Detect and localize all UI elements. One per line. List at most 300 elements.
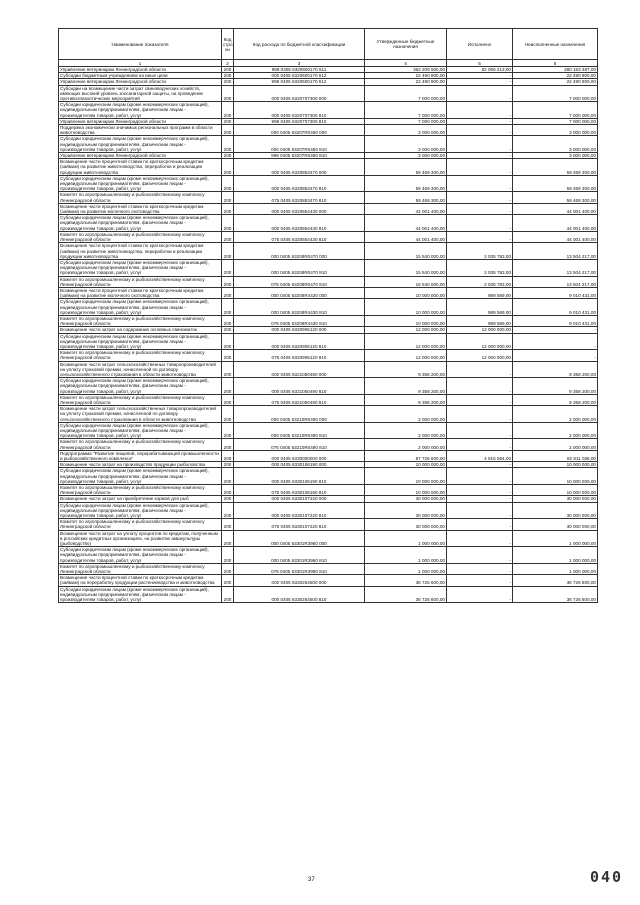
cell-line-code: 200 (222, 530, 234, 547)
table-row (59, 468, 598, 485)
cell-name: Комитет по агропромышленному и рыбохозяйственному комплексу Ленинградской области (59, 231, 222, 242)
cell-line-code: 200 (222, 361, 234, 378)
cell-name: Возмещение части затрат на уплату процентов по кредитам, полученным в российских кредитных организациях, на развитие аквакультуры (рыбоводство) (59, 530, 222, 547)
cell-budget-code: 000 0405 63207R0460 810 (234, 136, 365, 153)
cell-budget-code: 000 0405 6330106190 000 (234, 462, 365, 468)
cell-executed: - (447, 215, 513, 232)
cell-name: Комитет по агропромышленному и рыбохозяйственному комплексу Ленинградской области (59, 563, 222, 574)
cell-approved: 15 540 000,00 (365, 243, 447, 260)
col-number: 3 (234, 60, 365, 67)
table-row (59, 243, 598, 260)
table-row (59, 299, 598, 316)
cell-budget-code: 075 0405 6320854430 810 (234, 231, 365, 242)
cell-unexecuted: 22 490 900,00 (513, 73, 598, 79)
cell-unexecuted: 7 000 000,00 (513, 118, 598, 124)
cell-line-code: 200 (222, 406, 234, 423)
cell-name: Субсидии бюджетным учреждениям на иные цели (59, 73, 222, 79)
cell-approved: 22 490 900,00 (365, 73, 447, 79)
cell-budget-code: 998 0405 6320707300 810 (234, 118, 365, 124)
cell-budget-code: 000 0405 6320600170 612 (234, 73, 365, 79)
cell-executed: - (447, 519, 513, 530)
col-number: 6 (513, 60, 598, 67)
cell-line-code: 200 (222, 496, 234, 502)
cell-approved: 44 001 400,00 (365, 203, 447, 214)
cell-line-code: 200 (222, 203, 234, 214)
table-row (59, 231, 598, 242)
cell-budget-code: 998 0405 6320600170 611 (234, 67, 365, 73)
cell-unexecuted: 1 000 000,00 (513, 547, 598, 564)
cell-executed: - (447, 439, 513, 450)
cell-approved: 36 726 600,00 (365, 575, 447, 586)
cell-unexecuted: 30 000 000,00 (513, 502, 598, 519)
cell-name: Возмещение части затрат сельскохозяйственных товаропроизводителей на уплату страховой премии, начисленной по договору сельскохозяйственного страхования в области животноводства (59, 361, 222, 378)
cell-executed: - (447, 563, 513, 574)
cell-unexecuted: 10 000 000,00 (513, 462, 598, 468)
table-row (59, 361, 598, 378)
cell-approved: 9 358 200,00 (365, 361, 447, 378)
table-row (59, 175, 598, 192)
cell-line-code: 200 (222, 575, 234, 586)
cell-executed: - (447, 378, 513, 395)
cell-line-code: 200 (222, 153, 234, 159)
cell-budget-code: 075 0405 6330107220 810 (234, 519, 365, 530)
cell-budget-code: 000 0405 6330254500 000 (234, 575, 365, 586)
cell-name: Поддержка экономически значимых региональных программ в области животноводства (59, 125, 222, 136)
cell-name: Комитет по агропромышленному и рыбохозяйственному комплексу Ленинградской области (59, 315, 222, 326)
cell-approved: 3 000 000,00 (365, 136, 447, 153)
cell-approved: 1 000 000,00 (365, 547, 447, 564)
cell-executed: - (447, 485, 513, 496)
cell-name: Субсидии юридическим лицам (кроме некоммерческих организаций), индивидуальным предпринимателям, физическим лицам - производителям товаров, работ, услуг (59, 102, 222, 119)
cell-line-code: 200 (222, 243, 234, 260)
cell-unexecuted: 3 000 000,00 (513, 136, 598, 153)
cell-line-code: 200 (222, 333, 234, 350)
cell-executed: - (447, 79, 513, 85)
cell-unexecuted: 44 001 400,00 (513, 231, 598, 242)
cell-executed: 2 035 783,00 (447, 276, 513, 287)
cell-approved: 3 000 000,00 (365, 125, 447, 136)
cell-name: Субсидии юридическим лицам (кроме некоммерческих организаций), индивидуальным предпринимателям, физическим лицам - производителям товаров, работ, услуг (59, 259, 222, 276)
cell-unexecuted: 82 811 036,00 (513, 450, 598, 461)
cell-executed: - (447, 394, 513, 405)
cell-executed: - (447, 136, 513, 153)
cell-name: Возмещение части процентной ставки по краткосрочным кредитам (займам) на развитие животноводства, переработки и реализации продукции животноводства (59, 243, 222, 260)
page-number: 37 (308, 877, 315, 883)
cell-executed: - (447, 159, 513, 176)
table-row (59, 439, 598, 450)
cell-unexecuted: 59 469 300,00 (513, 175, 598, 192)
cell-name: Комитет по агропромышленному и рыбохозяйственному комплексу Ленинградской области (59, 350, 222, 361)
cell-executed: 2 035 783,00 (447, 243, 513, 260)
cell-executed: - (447, 192, 513, 203)
cell-name: Комитет по агропромышленному и рыбохозяйственному комплексу Ленинградской области (59, 276, 222, 287)
cell-line-code: 200 (222, 422, 234, 439)
cell-budget-code: 075 0405 63210R0490 810 (234, 439, 365, 450)
cell-executed: 82 056 213,00 (447, 67, 513, 73)
cell-line-code: 200 (222, 175, 234, 192)
table-row (59, 276, 598, 287)
cell-name: Субсидии юридическим лицам (кроме некоммерческих организаций), индивидуальным предпринимателям, физическим лицам - производителям товаров, работ, услуг (59, 547, 222, 564)
cell-name: Подпрограмма "Развитие пищевой, перерабатывающей промышленности и рыбохозяйственного комплекса" (59, 450, 222, 461)
header-executed: Исполнено (447, 29, 513, 60)
table-row (59, 287, 598, 298)
header-name: Наименование показателя (59, 29, 222, 60)
cell-unexecuted: 30 000 000,00 (513, 519, 598, 530)
cell-name: Субсидии юридическим лицам (кроме некоммерческих организаций), индивидуальным предпринимателям, физическим лицам - производителям товаров, работ, услуг (59, 422, 222, 439)
cell-line-code: 200 (222, 118, 234, 124)
table-row (59, 563, 598, 574)
cell-executed: - (447, 125, 513, 136)
cell-budget-code: 000 0405 63208R4430 810 (234, 299, 365, 316)
cell-approved: 1 000 000,00 (365, 530, 447, 547)
cell-budget-code: 000 0405 6330254500 810 (234, 586, 365, 603)
cell-approved: 3 000 000,00 (365, 153, 447, 159)
cell-approved: 12 000 000,00 (365, 333, 447, 350)
cell-budget-code: 000 0405 6320853470 810 (234, 175, 365, 192)
cell-executed: 2 035 783,00 (447, 259, 513, 276)
header-approved: Утвержденные бюджетные назначения (365, 29, 447, 60)
cell-unexecuted: 1 000 000,00 (513, 563, 598, 574)
cell-budget-code: 000 0405 63301R3960 000 (234, 530, 365, 547)
cell-line-code: 200 (222, 231, 234, 242)
cell-approved: 59 469 300,00 (365, 159, 447, 176)
cell-unexecuted: 22 490 900,00 (513, 79, 598, 85)
cell-approved: 10 000 000,00 (365, 485, 447, 496)
cell-name: Возмещение части затрат на производство продукции рыболовства (59, 462, 222, 468)
cell-line-code: 200 (222, 439, 234, 450)
cell-approved: 2 000 000,00 (365, 422, 447, 439)
cell-approved: 44 001 400,00 (365, 231, 447, 242)
table-header (59, 29, 598, 67)
cell-name: Возмещение части процентной ставки по краткосрочным кредитам (займам) на переработку продукции растениеводства и животноводства (59, 575, 222, 586)
cell-approved: 7 000 000,00 (365, 102, 447, 119)
cell-unexecuted: 59 469 300,00 (513, 192, 598, 203)
cell-budget-code: 075 0405 63208R0470 810 (234, 276, 365, 287)
cell-executed: - (447, 468, 513, 485)
cell-line-code: 200 (222, 350, 234, 361)
table-row (59, 586, 598, 603)
cell-unexecuted: 9 010 431,00 (513, 287, 598, 298)
cell-approved: 44 001 400,00 (365, 215, 447, 232)
cell-executed: - (447, 85, 513, 102)
cell-unexecuted: 9 358 200,00 (513, 394, 598, 405)
cell-budget-code: 075 0405 63301R3960 810 (234, 563, 365, 574)
cell-unexecuted: 59 469 300,00 (513, 159, 598, 176)
cell-budget-code: 000 0405 6320854430 000 (234, 203, 365, 214)
cell-budget-code: 000 0405 6321050490 000 (234, 361, 365, 378)
cell-approved: 30 000 000,00 (365, 502, 447, 519)
cell-budget-code: 000 0405 63208R0470 810 (234, 259, 365, 276)
col-number: 1 (59, 60, 222, 67)
cell-approved: 87 726 600,00 (365, 450, 447, 461)
budget-table (58, 28, 598, 603)
cell-budget-code: 000 0405 6320906120 810 (234, 333, 365, 350)
cell-approved: 10 000 000,00 (365, 315, 447, 326)
cell-line-code: 200 (222, 563, 234, 574)
cell-executed: - (447, 496, 513, 502)
cell-line-code: 200 (222, 136, 234, 153)
table-row (59, 502, 598, 519)
cell-name: Субсидии юридическим лицам (кроме некоммерческих организаций), индивидуальным предпринимателям, физическим лицам - производителям товаров, работ, услуг (59, 175, 222, 192)
cell-name: Комитет по агропромышленному и рыбохозяйственному комплексу Ленинградской области (59, 192, 222, 203)
cell-unexecuted: 30 000 000,00 (513, 496, 598, 502)
cell-unexecuted: 2 000 000,00 (513, 439, 598, 450)
cell-line-code: 200 (222, 215, 234, 232)
cell-budget-code: 000 0405 6321050490 810 (234, 378, 365, 395)
cell-name: Возмещение части затрат сельскохозяйственных товаропроизводителей на уплату страховой премии, начисленной по договору сельскохозяйственного страхования в области животноводства (59, 406, 222, 423)
cell-budget-code: 000 0405 63208R4430 000 (234, 287, 365, 298)
cell-budget-code: 000 0405 6320854430 810 (234, 215, 365, 232)
table-row (59, 136, 598, 153)
cell-budget-code: 000 0405 6320853470 000 (234, 159, 365, 176)
cell-executed: 989 569,00 (447, 299, 513, 316)
table-row (59, 422, 598, 439)
table-row (59, 530, 598, 547)
cell-unexecuted: 9 358 200,00 (513, 361, 598, 378)
cell-budget-code: 000 0405 6330000000 000 (234, 450, 365, 461)
cell-unexecuted: 7 000 000,00 (513, 102, 598, 119)
cell-unexecuted: 36 726 600,00 (513, 575, 598, 586)
cell-line-code: 200 (222, 67, 234, 73)
cell-budget-code: 998 0405 6320600170 612 (234, 79, 365, 85)
cell-line-code: 200 (222, 468, 234, 485)
cell-approved: 10 000 000,00 (365, 462, 447, 468)
table-row (59, 394, 598, 405)
cell-name: Субсидии юридическим лицам (кроме некоммерческих организаций), индивидуальным предпринимателям, физическим лицам - производителям товаров, работ, услуг (59, 468, 222, 485)
cell-line-code: 200 (222, 73, 234, 79)
cell-name: Управление ветеринарии Ленинградской области (59, 79, 222, 85)
cell-line-code: 200 (222, 502, 234, 519)
cell-name: Субсидии юридическим лицам (кроме некоммерческих организаций), индивидуальным предпринимателям, физическим лицам - производителям товаров, работ, услуг (59, 586, 222, 603)
table-row (59, 485, 598, 496)
table-row (59, 85, 598, 102)
cell-executed: - (447, 153, 513, 159)
table-row (59, 575, 598, 586)
cell-unexecuted: 36 726 600,00 (513, 586, 598, 603)
cell-budget-code: 000 0405 63207R0460 000 (234, 125, 365, 136)
table-row (59, 192, 598, 203)
cell-executed: - (447, 231, 513, 242)
cell-name: Субсидии юридическим лицам (кроме некоммерческих организаций), индивидуальным предпринимателям, физическим лицам - производителям товаров, работ, услуг (59, 299, 222, 316)
cell-name: Возмещение части процентной ставки по краткосрочным кредитам (займам) на развитие молочного скотоводства (59, 203, 222, 214)
cell-line-code: 200 (222, 586, 234, 603)
cell-name: Субсидии юридическим лицам (кроме некоммерческих организаций), индивидуальным предпринимателям, физическим лицам - производителям товаров, работ, услуг (59, 215, 222, 232)
cell-line-code: 200 (222, 315, 234, 326)
cell-name: Комитет по агропромышленному и рыбохозяйственному комплексу Ленинградской области (59, 519, 222, 530)
cell-unexecuted: 13 504 217,00 (513, 243, 598, 260)
col-number: 4 (365, 60, 447, 67)
cell-budget-code: 000 0405 6330106190 810 (234, 468, 365, 485)
cell-approved: 15 540 000,00 (365, 259, 447, 276)
table-row (59, 547, 598, 564)
cell-budget-code: 075 0405 6320853470 810 (234, 192, 365, 203)
cell-executed: - (447, 361, 513, 378)
cell-executed: - (447, 462, 513, 468)
cell-name: Комитет по агропромышленному и рыбохозяйственному комплексу Ленинградской области (59, 394, 222, 405)
cell-budget-code: 000 0405 63210R0490 000 (234, 406, 365, 423)
cell-approved: 36 726 600,00 (365, 586, 447, 603)
cell-line-code: 200 (222, 394, 234, 405)
cell-approved: 30 000 000,00 (365, 496, 447, 502)
cell-approved: 10 000 000,00 (365, 468, 447, 485)
cell-unexecuted: 10 000 000,00 (513, 485, 598, 496)
table-row (59, 315, 598, 326)
cell-executed: 12 000 000,00 (447, 327, 513, 333)
table-row (59, 350, 598, 361)
cell-budget-code: 000 0405 63208R0470 000 (234, 243, 365, 260)
cell-approved: 362 209 500,00 (365, 67, 447, 73)
cell-unexecuted: - (513, 333, 598, 350)
cell-unexecuted: 13 504 217,00 (513, 259, 598, 276)
cell-executed: 989 569,00 (447, 315, 513, 326)
cell-approved: 10 000 000,00 (365, 287, 447, 298)
cell-name: Управление ветеринарии Ленинградской области (59, 153, 222, 159)
cell-budget-code: 075 0405 63208R4430 810 (234, 315, 365, 326)
table-row (59, 406, 598, 423)
cell-line-code: 200 (222, 450, 234, 461)
cell-unexecuted: 10 000 000,00 (513, 468, 598, 485)
cell-unexecuted: 44 001 400,00 (513, 215, 598, 232)
cell-name: Управление ветеринарии Ленинградской области (59, 118, 222, 124)
table-row (59, 102, 598, 119)
cell-approved: 7 000 000,00 (365, 118, 447, 124)
cell-line-code: 200 (222, 547, 234, 564)
cell-budget-code: 000 0405 6330107220 810 (234, 502, 365, 519)
cell-executed: 4 915 564,00 (447, 450, 513, 461)
cell-unexecuted: 7 000 000,00 (513, 85, 598, 102)
cell-line-code: 200 (222, 85, 234, 102)
cell-line-code: 200 (222, 102, 234, 119)
cell-unexecuted: 280 153 487,00 (513, 67, 598, 73)
cell-name: Возмещение части затрат на приобретение кормов для рыб (59, 496, 222, 502)
cell-executed: - (447, 175, 513, 192)
sheet-number: 040 (590, 868, 624, 886)
cell-budget-code: 000 0405 6320906120 000 (234, 327, 365, 333)
cell-approved: 9 358 200,00 (365, 378, 447, 395)
cell-executed: 989 569,00 (447, 287, 513, 298)
cell-executed: - (447, 102, 513, 119)
cell-name: Субсидии юридическим лицам (кроме некоммерческих организаций), индивидуальным предпринимателям, физическим лицам - производителям товаров, работ, услуг (59, 502, 222, 519)
cell-line-code: 200 (222, 485, 234, 496)
cell-budget-code: 000 0405 6320707300 810 (234, 102, 365, 119)
cell-executed: - (447, 406, 513, 423)
cell-approved: 59 469 300,00 (365, 192, 447, 203)
cell-approved: 7 000 000,00 (365, 85, 447, 102)
table-row (59, 215, 598, 232)
cell-unexecuted: - (513, 327, 598, 333)
cell-line-code: 200 (222, 159, 234, 176)
cell-approved: 59 469 300,00 (365, 175, 447, 192)
table-row (59, 259, 598, 276)
header-budget-code: Код расхода по бюджетной классификации (234, 29, 365, 60)
header-line-code: Код стро ки (222, 29, 234, 60)
cell-budget-code: 075 0405 6330106190 810 (234, 485, 365, 496)
cell-approved: 2 000 000,00 (365, 406, 447, 423)
cell-unexecuted: 3 000 000,00 (513, 153, 598, 159)
table-row (59, 159, 598, 176)
cell-line-code: 200 (222, 378, 234, 395)
cell-name: Субсидии на возмещение части затрат свиноводческих хозяйств, имеющих высокий уровень зоосанитарной защиты, на проведение противоэпизоотических мероприятий (59, 85, 222, 102)
header-unexecuted: Неисполненные назначения (513, 29, 598, 60)
cell-executed: - (447, 118, 513, 124)
cell-executed: - (447, 575, 513, 586)
cell-line-code: 200 (222, 327, 234, 333)
cell-budget-code: 000 0405 63301R3960 810 (234, 547, 365, 564)
cell-line-code: 200 (222, 287, 234, 298)
cell-name: Комитет по агропромышленному и рыбохозяйственному комплексу Ленинградской области (59, 439, 222, 450)
cell-name: Субсидии юридическим лицам (кроме некоммерческих организаций), индивидуальным предпринимателям, физическим лицам - производителям товаров, работ, услуг (59, 136, 222, 153)
cell-name: Комитет по агропромышленному и рыбохозяйственному комплексу Ленинградской области (59, 485, 222, 496)
cell-unexecuted: 1 000 000,00 (513, 530, 598, 547)
cell-line-code: 200 (222, 125, 234, 136)
cell-unexecuted: 13 504 217,00 (513, 276, 598, 287)
cell-executed: - (447, 586, 513, 603)
cell-approved: 12 000 000,00 (365, 350, 447, 361)
cell-unexecuted: 9 358 200,00 (513, 378, 598, 395)
table-row (59, 125, 598, 136)
cell-name: Возмещение части процентной ставки по краткосрочным кредитам (займам) на развитие молочного скотоводства (59, 287, 222, 298)
cell-name: Субсидии юридическим лицам (кроме некоммерческих организаций), индивидуальным предпринимателям, физическим лицам - производителям товаров, работ, услуг (59, 333, 222, 350)
table-row (59, 203, 598, 214)
cell-line-code: 200 (222, 519, 234, 530)
cell-name: Управление ветеринарии Ленинградской области (59, 67, 222, 73)
cell-executed: - (447, 547, 513, 564)
cell-unexecuted: 3 000 000,00 (513, 125, 598, 136)
cell-unexecuted: 9 010 431,00 (513, 299, 598, 316)
cell-approved: 2 000 000,00 (365, 439, 447, 450)
cell-unexecuted: 9 010 431,00 (513, 315, 598, 326)
cell-unexecuted: - (513, 350, 598, 361)
cell-executed: - (447, 502, 513, 519)
table-row (59, 519, 598, 530)
cell-executed: - (447, 530, 513, 547)
cell-approved: 1 000 000,00 (365, 563, 447, 574)
table-row (59, 333, 598, 350)
cell-budget-code: 000 0405 6320707300 000 (234, 85, 365, 102)
cell-budget-code: 998 0405 63207R0460 810 (234, 153, 365, 159)
cell-approved: 9 358 200,00 (365, 394, 447, 405)
cell-name: Субсидии юридическим лицам (кроме некоммерческих организаций), индивидуальным предпринимателям, физическим лицам - производителям товаров, работ, услуг (59, 378, 222, 395)
cell-executed: 12 000 000,00 (447, 333, 513, 350)
cell-executed: - (447, 73, 513, 79)
col-number: 2 (222, 60, 234, 67)
cell-budget-code: 000 0405 6330107220 000 (234, 496, 365, 502)
table-row (59, 450, 598, 461)
cell-executed: - (447, 422, 513, 439)
cell-budget-code: 000 0405 63210R0490 810 (234, 422, 365, 439)
col-number: 5 (447, 60, 513, 67)
cell-name: Возмещение части затрат на содержание основных свиноматок (59, 327, 222, 333)
cell-line-code: 200 (222, 259, 234, 276)
cell-unexecuted: 44 001 400,00 (513, 203, 598, 214)
cell-unexecuted: 2 000 000,00 (513, 406, 598, 423)
cell-executed: 12 000 000,00 (447, 350, 513, 361)
table-row (59, 378, 598, 395)
cell-approved: 10 000 000,00 (365, 299, 447, 316)
cell-line-code: 200 (222, 276, 234, 287)
cell-budget-code: 075 0405 6320906120 810 (234, 350, 365, 361)
cell-name: Возмещение части процентной ставки по краткосрочным кредитам (займам) на развитие животноводства, переработки и реализации продукции животноводства (59, 159, 222, 176)
cell-budget-code: 075 0405 6321050490 810 (234, 394, 365, 405)
table-body (59, 67, 598, 603)
cell-approved: 12 000 000,00 (365, 327, 447, 333)
cell-unexecuted: 2 000 000,00 (513, 422, 598, 439)
cell-line-code: 200 (222, 299, 234, 316)
cell-line-code: 200 (222, 79, 234, 85)
cell-executed: - (447, 203, 513, 214)
cell-line-code: 200 (222, 462, 234, 468)
cell-line-code: 200 (222, 192, 234, 203)
